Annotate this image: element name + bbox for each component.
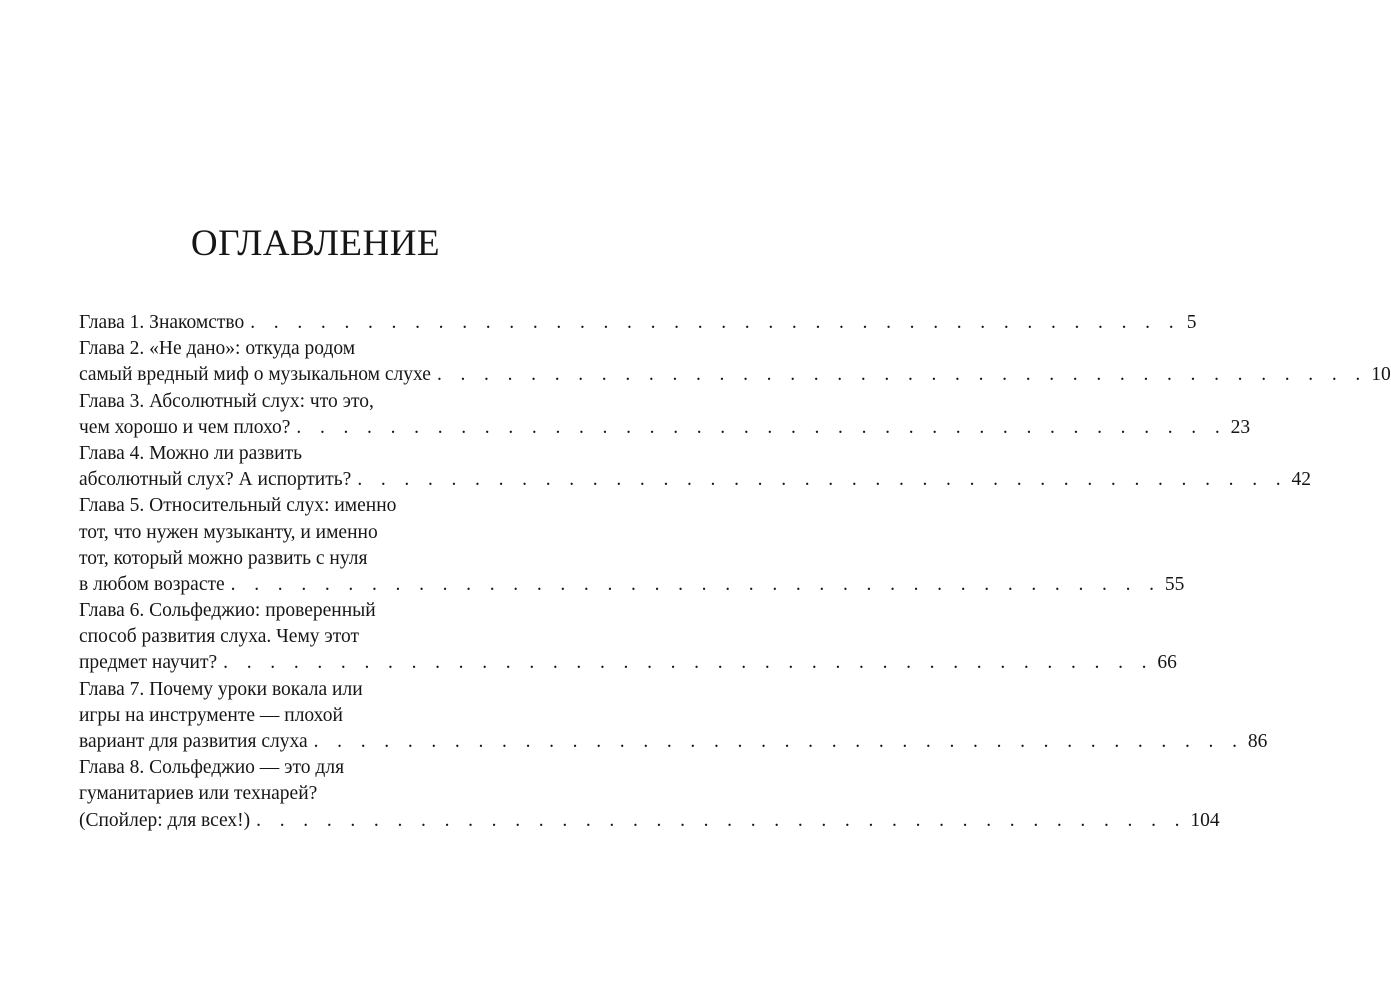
- toc-entry: [79, 389, 1251, 441]
- toc-entry-text: абсолютный слух? А испортить?: [79, 469, 352, 491]
- dot-leader: . . . . . . . . . . . . . . . . . . . . . . . . . . . . . . . . . . . . . . . .: [357, 469, 1288, 491]
- toc-page-number: 10: [1371, 364, 1391, 386]
- toc-page-number: 86: [1247, 731, 1268, 752]
- toc-line: способ развития слуха. Чему этот: [79, 626, 360, 648]
- dot-leader: . . . . . . . . . . . . . . . . . . . . . . . . . . . . . . . . . . . . . . . .: [250, 312, 1181, 333]
- dot-leader: . . . . . . . . . . . . . . . . . . . . . . . . . . . . . . . . . . . . . . . .: [313, 731, 1244, 752]
- toc-line: Глава 4. Можно ли развить: [79, 442, 303, 464]
- toc-entry-text: вариант для развития слуха: [79, 731, 308, 752]
- toc-entry-text: (Спойлер: для всех!): [79, 809, 251, 831]
- toc-line: [79, 808, 1220, 834]
- toc-entry-text: предмет научит?: [79, 652, 218, 674]
- dot-leader: . . . . . . . . . . . . . . . . . . . . . . . . . . . . . . . . . . . . . . . .: [296, 416, 1227, 438]
- toc-line: тот, что нужен музыканту, и именно: [79, 521, 378, 543]
- toc-entry: [79, 310, 1197, 336]
- toc-line: гуманитариев или технарей?: [79, 783, 318, 805]
- toc-line: [79, 362, 1391, 388]
- toc-line: Глава 2. «Не дано»: откуда родом: [79, 338, 356, 360]
- toc-line: Глава 6. Сольфеджио: проверенный: [79, 600, 376, 622]
- toc-page-number: 23: [1230, 416, 1251, 438]
- toc-line: [79, 729, 1268, 755]
- toc-entry: [79, 677, 1268, 756]
- toc-entry: [79, 598, 1177, 677]
- toc-line: [79, 650, 1177, 676]
- toc-entry-text: в любом возрасте: [79, 573, 225, 595]
- dot-leader: . . . . . . . . . . . . . . . . . . . . . . . . . . . . . . . . . . . . . . . .: [256, 809, 1187, 831]
- toc-line: Глава 5. Относительный слух: именно: [79, 495, 397, 517]
- toc-entry: [79, 493, 1185, 598]
- dot-leader: . . . . . . . . . . . . . . . . . . . . . . . . . . . . . . . . . . . . . . . .: [223, 652, 1154, 674]
- toc-line: [79, 572, 1185, 598]
- toc-line: тот, который можно развить с нуля: [79, 547, 368, 569]
- dot-leader: . . . . . . . . . . . . . . . . . . . . . . . . . . . . . . . . . . . . . . . .: [230, 573, 1161, 595]
- toc-line: Глава 7. Почему уроки вокала или: [79, 678, 363, 700]
- toc-line: [79, 415, 1251, 441]
- toc-entry-text: самый вредный миф о музыкальном слухе: [79, 364, 431, 386]
- toc-line: Глава 3. Абсолютный слух: что это,: [79, 390, 374, 412]
- table-of-contents: [79, 310, 1391, 834]
- toc-entry: [79, 441, 1312, 493]
- toc-page-number: 42: [1291, 469, 1312, 491]
- toc-line: [79, 467, 1312, 493]
- toc-entry: [79, 755, 1220, 834]
- toc-page-number: 66: [1157, 652, 1177, 674]
- toc-entry: [79, 336, 1391, 388]
- toc-line: Глава 8. Сольфеджио — это для: [79, 757, 345, 779]
- toc-line: [79, 310, 1197, 336]
- toc-page-number: 55: [1164, 573, 1185, 595]
- dot-leader: . . . . . . . . . . . . . . . . . . . . . . . . . . . . . . . . . . . . . . . .: [436, 364, 1368, 386]
- toc-line: игры на инструменте — плохой: [79, 704, 343, 726]
- toc-entry-text: Глава 1. Знакомство: [79, 312, 245, 333]
- toc-page-number: 104: [1190, 809, 1220, 831]
- page-title: ОГЛАВЛЕНИЕ: [190, 223, 441, 264]
- toc-page-number: 5: [1186, 312, 1197, 333]
- toc-entry-text: чем хорошо и чем плохо?: [79, 416, 291, 438]
